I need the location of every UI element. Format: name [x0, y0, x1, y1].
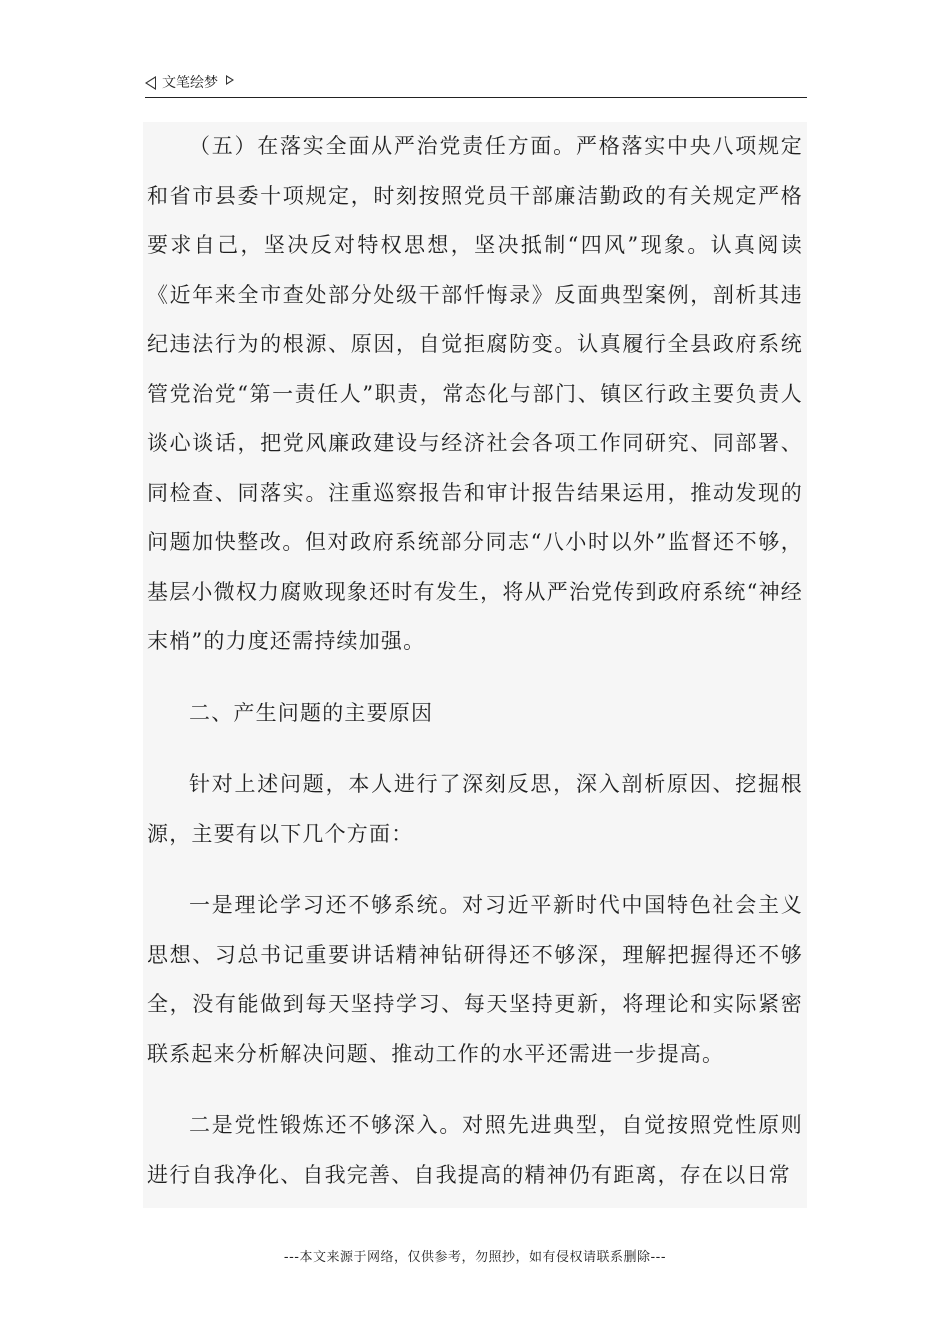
header-brand — [145, 74, 234, 92]
brand-text: 文笔绘梦 — [162, 75, 218, 91]
triangle-right-icon — [226, 75, 234, 85]
paragraph-section-five: （五）在落实全面从严治党责任方面。严格落实中央八项规定和省市县委十项规定，时刻按照党员干部廉洁勤政的有关规定严格要求自己，坚决反对特权思想，坚决抵制“四风”现象。认真阅读《近年来全市查处部分处级干部忏悔录》反面典型案例，剖析其违纪违法行为的根源、原因，自觉拒腐防变。认真履行全县政府系统管党治党“第一责任人”职责，常态化与部门、镇区行政主要负责人谈心谈话，把党风廉政建设与经济社会各项工作同研究、同部署、同检查、同落实。注重巡察报告和审计报告结果运用，推动发现的问题加快整改。但对政府系统部分同志“八小时以外”监督还不够，基层小微权力腐败现象还时有发生，将从严治党传到政府系统“神经末梢”的力度还需持续加强。 — [147, 134, 803, 653]
document-body — [143, 122, 807, 1208]
paragraph-cause-one: 一是理论学习还不够系统。对习近平新时代中国特色社会主义思想、习总书记重要讲话精神钻研得还不够深，理解把握得还不够全，没有能做到每天坚持学习、每天坚持更新，将理论和实际紧密联系起来分析解决问题、推动工作的水平还需进一步提高。 — [147, 893, 803, 1066]
footer-disclaimer: ---本文来源于网络，仅供参考，勿照抄，如有侵权请联系删除--- — [283, 1250, 667, 1265]
triangle-left-icon — [145, 76, 156, 90]
paragraph-intro-causes: 针对上述问题，本人进行了深刻反思，深入剖析原因、挖掘根源，主要有以下几个方面： — [147, 772, 803, 846]
page-header — [145, 72, 807, 98]
section-heading-causes: 二、产生问题的主要原因 — [189, 700, 434, 725]
paragraph-cause-two: 二是党性锻炼还不够深入。对照先进典型，自觉按照党性原则进行自我净化、自我完善、自我提高的精神仍有距离，存在以日常 — [147, 1113, 803, 1187]
